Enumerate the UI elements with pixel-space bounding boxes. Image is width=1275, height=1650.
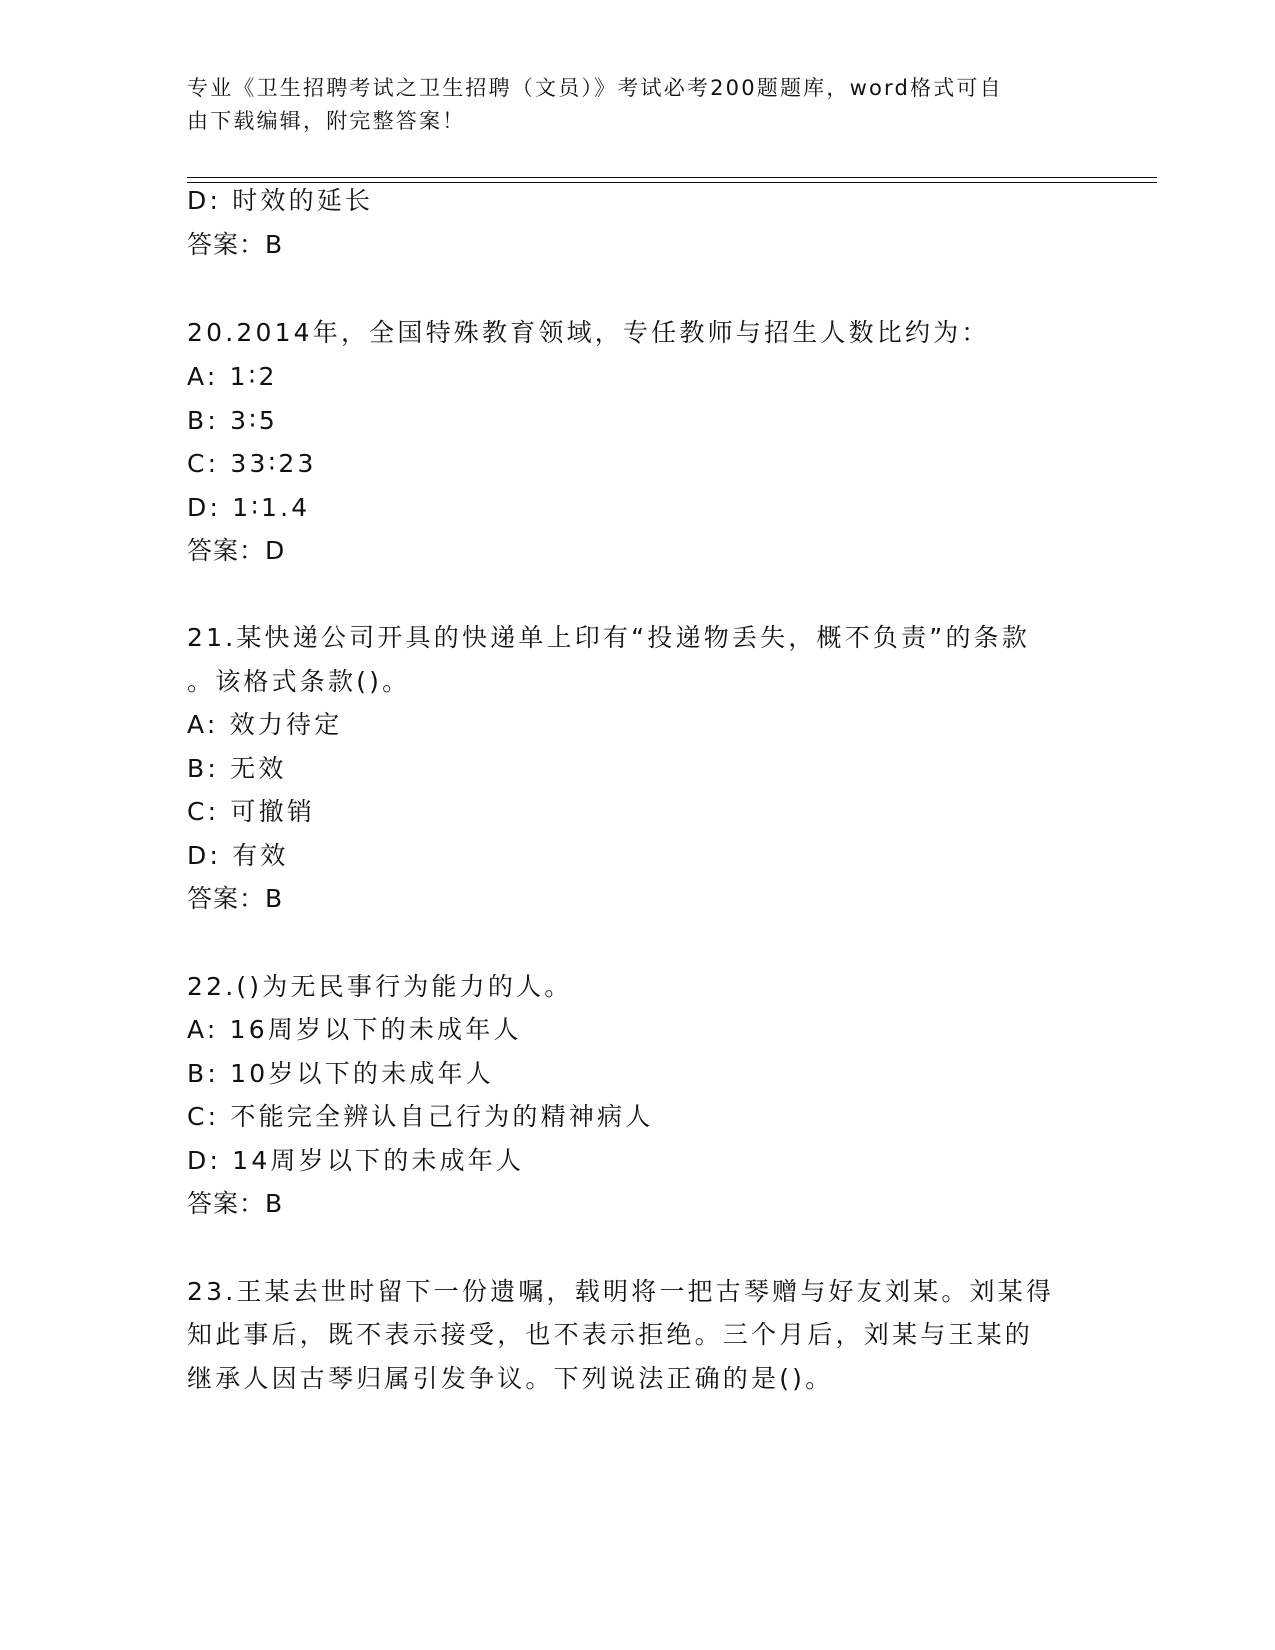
header-divider-bottom <box>187 182 1157 183</box>
q20-stem: 20.2014年，全国特殊教育领域，专任教师与招生人数比约为： <box>187 318 990 347</box>
header-line-2: 由下载编辑，附完整答案！ <box>187 109 466 133</box>
q22-option-d: D: 14周岁以下的未成年人 <box>187 1146 525 1175</box>
q22-answer: 答案：B <box>187 1189 284 1218</box>
q22-option-b: B: 10岁以下的未成年人 <box>187 1059 494 1088</box>
document-header <box>187 72 1067 138</box>
q21-option-c: C: 可撤销 <box>187 797 316 826</box>
prev-option-d: D: 时效的延长 <box>187 186 374 215</box>
header-divider-top <box>187 177 1157 178</box>
q21-option-b: B: 无效 <box>187 754 287 783</box>
q20-option-d: D: 1∶1.4 <box>187 493 311 522</box>
q20-answer: 答案：D <box>187 536 286 565</box>
q23-stem-line-1: 23.王某去世时留下一份遗嘱，载明将一把古琴赠与好友刘某。刘某得 <box>187 1277 1055 1306</box>
q21-stem-line-2: 。该格式条款()。 <box>187 667 411 696</box>
q21-option-a: A: 效力待定 <box>187 710 343 739</box>
q20-option-a: A: 1∶2 <box>187 362 278 391</box>
q20-option-b: B: 3∶5 <box>187 406 279 435</box>
q21-answer: 答案：B <box>187 884 284 913</box>
q21-option-d: D: 有效 <box>187 841 289 870</box>
q22-stem: 22.()为无民事行为能力的人。 <box>187 972 573 1001</box>
q22-option-c: C: 不能完全辨认自己行为的精神病人 <box>187 1102 654 1131</box>
q23-stem-line-2: 知此事后，既不表示接受，也不表示拒绝。三个月后，刘某与王某的 <box>187 1320 1034 1349</box>
q20-option-c: C: 33∶23 <box>187 449 317 478</box>
prev-answer: 答案：B <box>187 230 284 259</box>
q21-stem-line-1: 21.某快递公司开具的快递单上印有“投递物丢失，概不负责”的条款 <box>187 623 1031 652</box>
header-line-1: 专业《卫生招聘考试之卫生招聘（文员）》考试必考200题题库，word格式可自 <box>187 76 1003 100</box>
q22-option-a: A: 16周岁以下的未成年人 <box>187 1015 522 1044</box>
q23-stem-line-3: 继承人因古琴归属引发争议。下列说法正确的是()。 <box>187 1364 834 1393</box>
